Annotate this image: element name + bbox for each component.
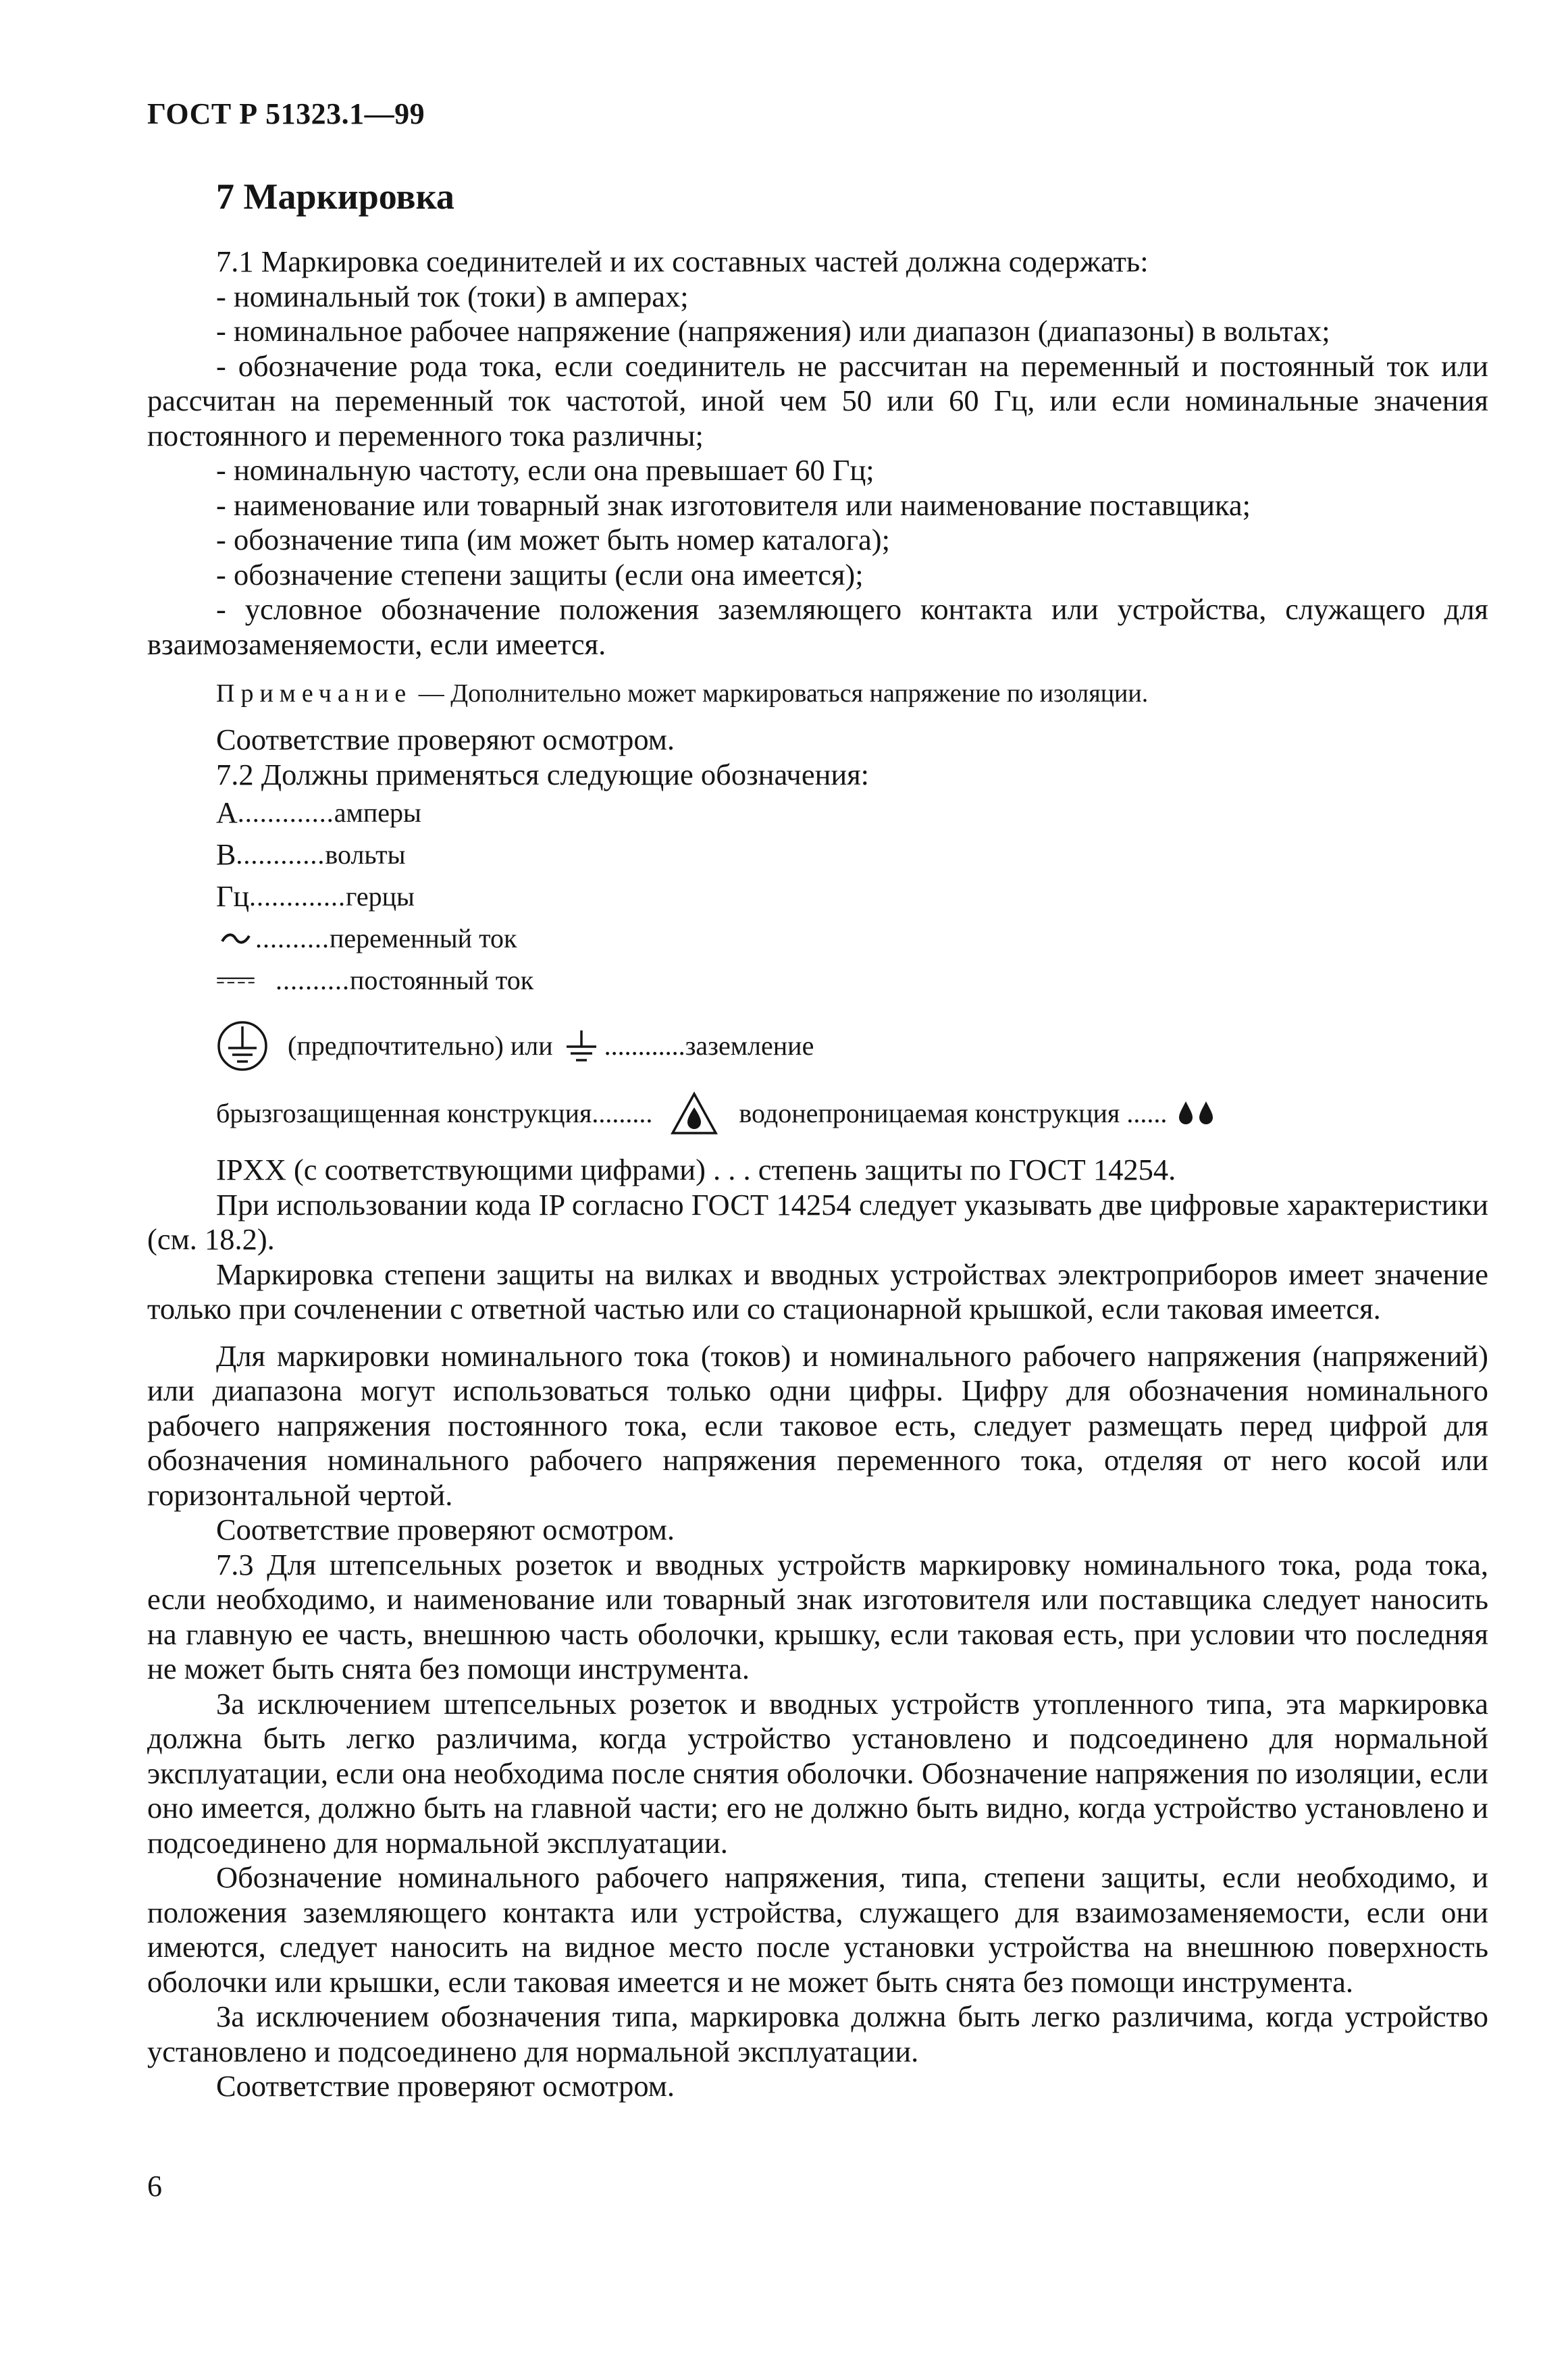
symbol-meaning: постоянный ток xyxy=(350,965,534,996)
list-item: - номинальную частоту, если она превышает 60 Гц; xyxy=(216,453,874,487)
splash-label: брызгозащищенная конструкция xyxy=(216,1098,592,1129)
standard-code: ГОСТ Р 51323.1—99 xyxy=(147,97,425,130)
paragraph: Обозначение номинального рабочего напряжения, типа, степени защиты, если необходимо, и положения заземляющего контакта или устройства, служащего для взаимозаменяемости, если они имеются, следует наносить на видное место после установки устройства на внешнюю поверхность оболочки или крышки, если таковая имеется и не может быть снята без помощи инструмента. xyxy=(147,1860,1488,1999)
clause-7-1-intro: 7.1 Маркировка соединителей и их составных частей должна содержать: xyxy=(216,244,1149,278)
watertight-icon xyxy=(1175,1099,1217,1128)
leader-dots: .......... xyxy=(255,923,330,954)
paragraph: Маркировка степени защиты на вилках и вводных устройствах электроприборов имеет значение только при сочленении с ответной частью или со стационарной крышкой, если таковая имеется. xyxy=(147,1257,1488,1326)
symbol-row-hertz xyxy=(216,876,1488,918)
symbol-meaning: герцы xyxy=(345,881,415,912)
list-item: - обозначение рода тока, если соединитель не рассчитан на переменный и постоянный ток или рассчитан на переменный ток частотой, иной чем 50 или 60 Гц, или если номинальные значения постоянного и переменного тока различны; xyxy=(147,348,1488,452)
symbol-row-protection xyxy=(216,1081,1488,1146)
paragraph: За исключением обозначения типа, маркировка должна быть легко различима, когда устройство установлено и подсоединено для нормальной эксплуатации. xyxy=(147,1999,1488,2068)
note xyxy=(216,677,1488,710)
list-item: - номинальный ток (токи) в амперах; xyxy=(216,279,689,313)
watertight-label: водонепроницаемая конструкция xyxy=(739,1098,1120,1129)
symbol-meaning: вольты xyxy=(325,839,406,870)
section-title: 7 Маркировка xyxy=(216,176,454,217)
symbol-key: А xyxy=(216,796,238,830)
leader-dots: ............. xyxy=(249,881,346,912)
leader-dots: ............. xyxy=(237,797,334,829)
note-label: Примечание xyxy=(216,679,413,708)
compliance-text: Соответствие проверяют осмотром. xyxy=(216,723,675,756)
protective-earth-icon xyxy=(216,1020,269,1072)
list-item: - наименование или товарный знак изготовителя или наименование поставщика; xyxy=(216,488,1251,522)
list-item: - условное обозначение положения заземляющего контакта или устройства, служащего для взаимозаменяемости, если имеется. xyxy=(147,592,1488,661)
body-text xyxy=(147,244,1488,2104)
leader-dots: .......... xyxy=(276,965,350,996)
symbol-meaning: переменный ток xyxy=(330,923,517,954)
symbol-row-earth xyxy=(216,1014,1488,1078)
paragraph: При использовании кода IP согласно ГОСТ 14254 следует указывать две цифровые характеристики (см. 18.2). xyxy=(147,1187,1488,1256)
symbol-key: В xyxy=(216,838,236,872)
dc-current-icon xyxy=(216,972,255,989)
leader-dots: ...... xyxy=(1126,1098,1168,1129)
symbol-row-volts xyxy=(216,834,1488,876)
splash-proof-icon xyxy=(670,1091,718,1136)
page-number: 6 xyxy=(147,2170,162,2203)
paragraph: 7.3 Для штепсельных розеток и вводных устройств маркировку номинального тока, рода тока, если необходимо, и наименование или товарный знак изготовителя или поставщика следует наносить на главную ее часть, внешнюю часть оболочки, крышку, если таковая есть, при условии что последняя не может быть снята без помощи инструмента. xyxy=(147,1547,1488,1685)
symbol-row-amperes xyxy=(216,792,1488,834)
leader-dots: ............ xyxy=(236,839,325,870)
symbol-meaning: амперы xyxy=(334,797,421,829)
list-item: - обозначение степени защиты (если она имеется); xyxy=(216,557,864,592)
leader-dots: ............ xyxy=(604,1030,685,1062)
list-item: - обозначение типа (им может быть номер каталога); xyxy=(216,523,890,556)
earth-prefix: (предпочтительно) или xyxy=(288,1030,553,1062)
paragraph: За исключением штепсельных розеток и вводных устройств утопленного типа, эта маркировка должна быть легко различима, когда устройство установлено и подсоединено для нормальной эксплуатации, если она необходима после снятия оболочки. Обозначение напряжения по изоляции, если оно имеется, должно быть на главной части; его не должно быть видно, когда устройство установлено и подсоединено для нормальной эксплуатации. xyxy=(147,1686,1488,1860)
symbol-row-dc xyxy=(216,960,1488,1001)
clause-7-2-intro: 7.2 Должны применяться следующие обозначения: xyxy=(216,757,870,791)
symbol-key: Гц xyxy=(216,880,249,914)
list-item: - номинальное рабочее напряжение (напряжения) или диапазон (диапазоны) в вольтах; xyxy=(216,314,1330,348)
compliance-text: Соответствие проверяют осмотром. xyxy=(216,1513,675,1546)
leader-dots: ......... xyxy=(592,1098,653,1129)
symbol-row-ac xyxy=(216,918,1488,960)
earth-meaning: заземление xyxy=(685,1030,814,1062)
paragraph: Для маркировки номинального тока (токов) и номинального рабочего напряжения (напряжений) или диапазона могут использоваться только одни цифры. Цифру для обозначения номинального рабочего напряжения постоянного тока, если таковое есть, следует размещать перед цифрой для обозначения номинального рабочего напряжения переменного тока, отделяя от него косой или горизонтальной чертой. xyxy=(147,1338,1488,1512)
tilde-ac-icon xyxy=(216,931,255,947)
earth-icon xyxy=(563,1028,600,1064)
note-text: — Дополнительно может маркироваться напряжение по изоляции. xyxy=(412,679,1149,708)
ip-code-line: IPXX (с соответствующими цифрами) . . . степень защиты по ГОСТ 14254. xyxy=(216,1153,1176,1186)
compliance-text: Соответствие проверяют осмотром. xyxy=(216,2069,675,2103)
